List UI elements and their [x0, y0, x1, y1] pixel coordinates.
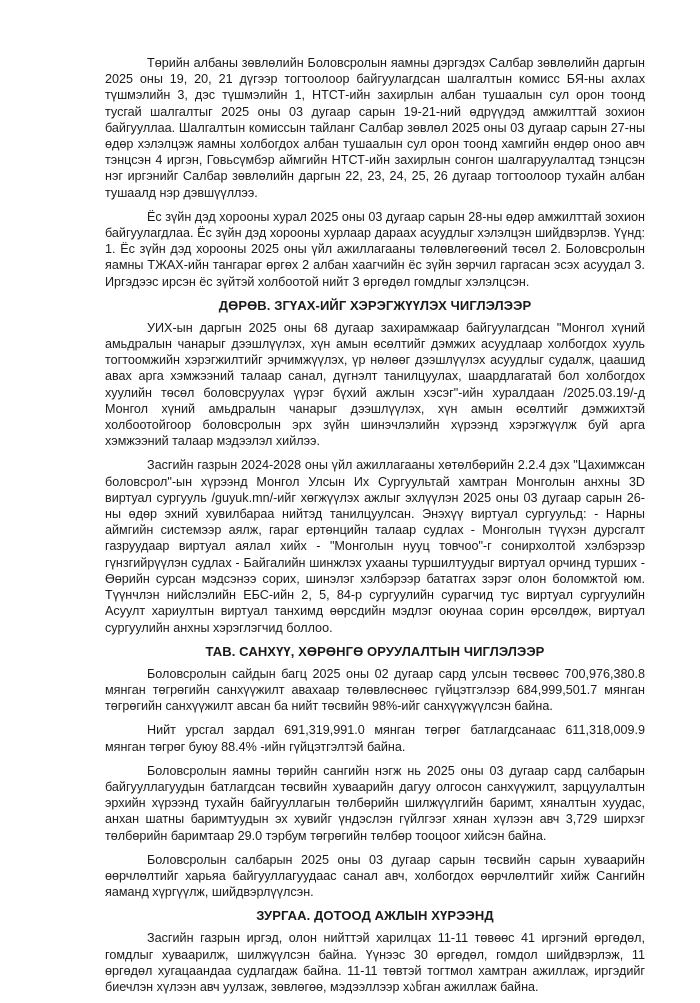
section-heading-6: ЗУРГАА. ДОТООД АЖЛЫН ХҮРЭЭНД [256, 908, 494, 924]
paragraph-virtual-school: Засгийн газрын 2024-2028 оны үйл ажиллагааны хөтөлбөрийн 2.2.4 дэх "Цахимжсан боловсрол"-ын хүрээнд Монгол Улсын Их Сургуультай хамтран Монголын анхны 3D виртуал сургууль /guyuk.mn/-ийг хөгжүүлэх ажлыг эхлүүлэн 2025 оны 03 дугаар сарын 26-ны өдөр эхний хувилбараа нийтэд танилцуулсан. Энэхүү виртуал сургуульд: - Нарны аймгийн системээр аялж, гараг ертөнцийн талаар судлах - Монголын түүхэн дурсгалт газруудаар виртуал аялал хийх - "Монголын нууц товчоо"-г сонирхолтой хэлбэрээр гүнзгийрүүлэн судлах - Байгалийн шинжлэх ухааны туршилтуудыг виртуал орчинд турших - Өөрийн сурсан мэдсэнээ сорих, шинэлэг хэлбэрээр бататгах зэрэг олон боломжтой юм. Түүнчлэн нийслэлийн ЕБС-ийн 2, 5, 84-р сургуулийн сурагчид тус виртуал сургуулийн Асуулт хариултын виртуал танхимд өөрсдийн мэдлэг оюунаа сорин өрсөлдөж, виртуал сургуулийн анхны хэрэглэгчид боллоо. [105, 458, 645, 635]
paragraph-budget-funding: Боловсролын сайдын багц 2025 оны 02 дугаар сард улсын төсвөөс 700,976,380.8 мянган төгрөгийн санхүүжилт авахаар төлөвлөснөөс гүйцэтгэлээр 684,999,501.7 мянган төгрөгийн санхүүжилт авсан ба нийт төсвийн 98%-ийг санхүүжүүлсэн байна. [105, 666, 645, 714]
paragraph-working-group: УИХ-ын даргын 2025 оны 68 дугаар захирамжаар байгуулагдсан "Монгол хүний амьдралын чанарыг дээшлүүлэх, хүн амын өсөлтийг дэмжих асуудлаар холбогдох хууль тогтоомжийн хэрэгжилтийг эрчимжүүлэх, үр нөлөөг дээшлүүлэх асуудлыг судалж, цаашид авах арга хэмжээний талаар санал, дүгнэлт танилцуулах, шаардлагатай бол холбогдох хуулийн төсөл боловсруулах үүрэг бүхий ажлын хэсэг"-ийн хуралдаан /2025.03.19/-д Монгол хүний амьдралын чанарыг дээшлүүлэх, хүн амын өсөлтийг дэмжихтэй холбоотойгоор боловсролын эрх зүйн шинэчлэлийн хүрээнд хэрэгжүүлж буй арга хэмжээний талаар мэдээлэл хийлээ. [105, 320, 645, 449]
section-heading-4: ДӨРӨВ. ЗГҮАХ-ИЙГ ХЭРЭГЖҮҮЛЭХ ЧИГЛЭЛЭЭР [218, 297, 532, 313]
paragraph-treasury-unit: Боловсролын яамны төрийн сангийн нэгж нь 2025 оны 03 дугаар сард салбарын байгууллагуудын батлагдсан төсвийн хуваарийн дагуу олгосон санхүүжилт, зарцуулалтын эрхийн хүрээнд тухайн байгууллагын төлбөрийн шилжүүлгийн баримт, хяналтын хуудас, анхан шатны баримтуудын эх хувийг үндэслэн гүйлгээг хянан хүлээн авч 3,729 ширхэг төлбөрийн баримтаар 29.0 тэрбум төгрөгийн төлбөр тооцоог хийсэн байна. [105, 763, 645, 843]
document-page [105, 55, 645, 1003]
paragraph-current-expenses: Нийт урсгал зардал 691,319,991.0 мянган төгрөг батлагдсанаас 611,318,009.9 мянган төгрөг буюу 88.4% -ийн гүйцэтгэлтэй байна. [105, 723, 645, 754]
section-heading-5: ТАВ. САНХҮҮ, ХӨРӨНГӨ ОРУУЛАЛТЫН ЧИГЛЭЛЭЭР [205, 643, 545, 659]
paragraph-budget-schedule-change: Боловсролын салбарын 2025 оны 03 дугаар сарын төсвийн сарын хуваарийн өөрчлөлтийг харьяа байгууллагуудаас санал авч, холбогдох өөрчлөлтийг хийж Сангийн яаманд хүргүүлж, шийдвэрлүүлсэн. [105, 852, 645, 900]
paragraph-citizen-complaints: Засгийн газрын иргэд, олон нийттэй харилцах 11-11 төвөөс 41 иргэний өргөдөл, гомдлыг хуваарилж, шилжүүлсэн байна. Үүнээс 30 өргөдөл, гомдол шийдвэрлэж, 11 өргөдөл хугацаандаа судлагдаж байна. 11-11 төвтэй тогтмол хамтран ажиллаж, иргэдийг биечлэн хүлээн авч уулзаж, зөвлөгөө, мэдээллээр хანган ажиллаж байна. [105, 931, 645, 994]
paragraph-ethics-subcommittee: Ёс зүйн дэд хорооны хурал 2025 оны 03 дугаар сарын 28-ны өдөр амжилттай зохион байгуулагдлаа. Ёс зүйн дэд хорооны хурлаар дараах асуудлыг хэлэлцэн шийдвэрлэв. Үүнд: 1. Ёс зүйн дэд хорооны 2025 оны үйл ажиллагааны төлөвлөгөөний төсөл 2. Боловсролын яамны ТЖАХ-ийн тангараг өргөх 2 албан хаагчийн ёс зүйн зөрчил гаргасан эсэх асуудал 3. Иргэдээс ирсэн ёс зүйтэй холбоотой нийт 3 өргөдөл гомдлыг хэлэлцсэн. [105, 209, 645, 289]
paragraph-civil-service-council: Төрийн албаны зөвлөлийн Боловсролын яамны дэргэдэх Салбар зөвлөлийн даргын 2025 оны 19, 20, 21 дүгээр тогтоолоор байгуулагдсан шалгалтын комисс БЯ-ны ахлах түшмэлийн 3, дэс түшмэлийн 1, НТСТ-ийн захирлын албан тушаалын сул орон тоонд тусгай шалгалтыг 2025 оны 03 дугаар сарын 19-21-ний өдрүүдэд амжилттай зохион байгууллаа. Шалгалтын комиссын тайланг Салбар зөвлөл 2025 оны 03 дугаар сарын 27-ны өдөр хэлэлцэж яамны холбогдох албан тушаалын сул орон тоонд хамгийн өндөр оноо авч тэнцсэн 4 иргэн, Говьсүмбэр аймгийн НТСТ-ийн захирлын сонгон шалгаруулалтад тэнцсэн нэг иргэнийг Салбар зөвлөлийн даргын 22, 23, 24, 25, 26 дугаар тогтоолоор тухайн албан тушаалд нэр дэвшүүллээ. [105, 56, 645, 200]
